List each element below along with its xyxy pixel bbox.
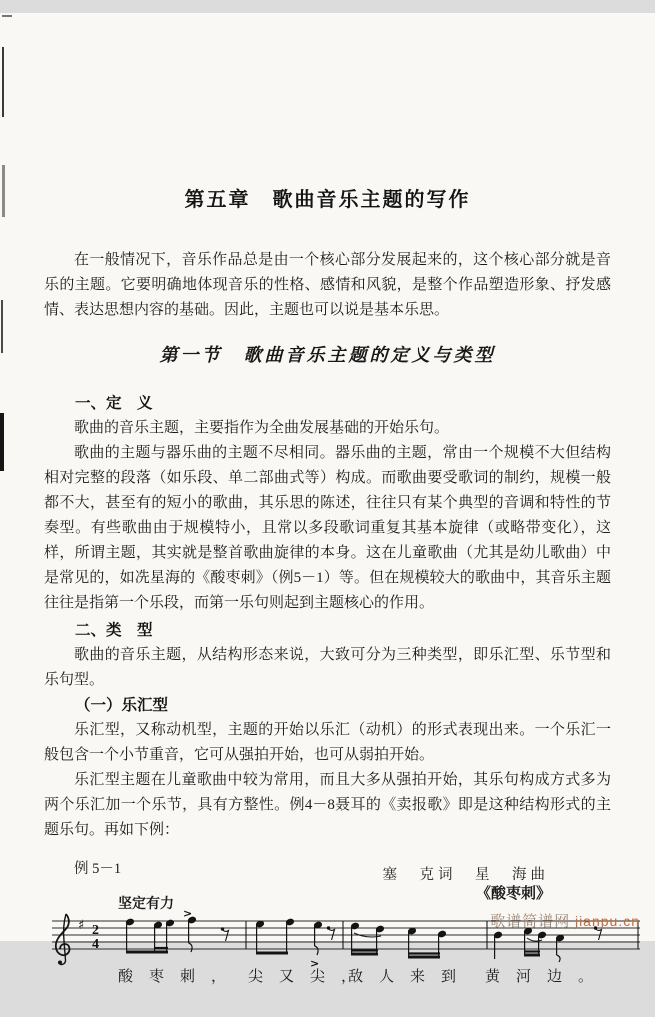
- measure-1-notes: [126, 907, 229, 952]
- definition-sentence: 歌曲的音乐主题，主要指作为全曲发展基础的开始乐句。: [74, 420, 450, 437]
- type-subhead: 二、类 型: [75, 622, 153, 640]
- measure-2-notes: [256, 919, 335, 971]
- chapter-title: 第五章 歌曲音乐主题的写作: [184, 189, 471, 212]
- scan-artifact-line: [1, 300, 3, 353]
- watermark-site-url: jianpu.cn: [574, 913, 640, 930]
- subtype-paragraph-2: 乐汇型主题在儿童歌曲中较为常用，而且大多从强拍开始，其乐句构成方式多为两个乐汇加一个乐节，具有方整性。例4－8聂耳的《卖报歌》即是这种结构形式的主题乐句。再如下例：: [44, 772, 611, 839]
- accent-mark: >: [310, 957, 320, 971]
- intro-paragraph: 在一般情况下，音乐作品总是由一个核心部分发展起来的，这个核心部分就是音乐的主题。它要明确地体现音乐的性格、感情和风貌，是整个作品塑造形象、抒发感情、表达思想内容的基础。因此，主题也可以说是基本乐思。: [44, 252, 611, 319]
- example-number-label: 例 5－1: [74, 861, 122, 878]
- measure-4-notes: [494, 927, 602, 963]
- page-content: [0, 13, 655, 1017]
- treble-clef-icon: [56, 914, 70, 965]
- watermark-site-name: 歌谱简谱网: [490, 914, 571, 931]
- section-heading: 第一节 歌曲音乐主题的定义与类型: [159, 345, 496, 366]
- definition-subhead: 一、定 义: [75, 395, 153, 413]
- svg-text:2: 2: [92, 923, 99, 939]
- sharp-icon: ♯: [78, 918, 85, 934]
- measure-3-notes: [351, 923, 447, 958]
- lyric-phrase: 敌人来到: [348, 969, 473, 986]
- expression-marking: 坚定有力: [118, 895, 174, 912]
- lyric-phrase: 尖又尖，: [248, 969, 373, 986]
- lyricist-composer-credit: 塞 克词 星 海曲: [382, 867, 549, 884]
- scanned-book-page: [0, 13, 655, 986]
- definition-paragraph: 歌曲的主题与器乐曲的主题不尽相同。器乐曲的主题，常由一个规模不大但结构相对完整的段落（如乐段、单二部曲式等）构成。而歌曲要受歌词的制约，规模一般都不大，甚至有的短小的歌曲，其乐思的陈述，往往只有某个典型的音调和特性的节奏型。有些歌曲由于规模特小，且常以多段歌词重复其基本旋律（或略带变化），这样，所谓主题，其实就是整首歌曲旋律的本身。这在儿童歌曲（尤其是幼儿歌曲）中是常见的，如冼星海的《酸枣刺》（例5－1）等。但在规模较大的歌曲中，其音乐主题往往是指第一个乐段，而第一乐句则起到主题核心的作用。: [44, 445, 611, 612]
- lyric-phrase: 酸枣刺，: [118, 969, 243, 986]
- scan-artifact-line: [0, 413, 4, 471]
- scan-artifact-line: [2, 47, 4, 117]
- time-signature: [92, 923, 99, 952]
- accent-mark: >: [183, 907, 193, 921]
- scan-artifact-line: [2, 165, 5, 217]
- song-title: 《酸枣刺》: [475, 886, 551, 903]
- subtype-paragraph-1: 乐汇型，又称动机型，主题的开始以乐汇（动机）的形式表现出来。一个乐汇一般包含一个小节重音，它可从强拍开始，也可从弱拍开始。: [44, 722, 611, 764]
- site-watermark: [490, 910, 640, 931]
- lyric-phrase: 黄河边。: [485, 969, 610, 986]
- subtype-subhead: （一）乐汇型: [75, 697, 169, 715]
- type-sentence: 歌曲的音乐主题，从结构形态来说，大致可分为三种类型，即乐汇型、乐节型和乐句型。: [44, 647, 611, 689]
- svg-text:4: 4: [92, 937, 99, 953]
- scan-artifact-dot: [2, 15, 12, 17]
